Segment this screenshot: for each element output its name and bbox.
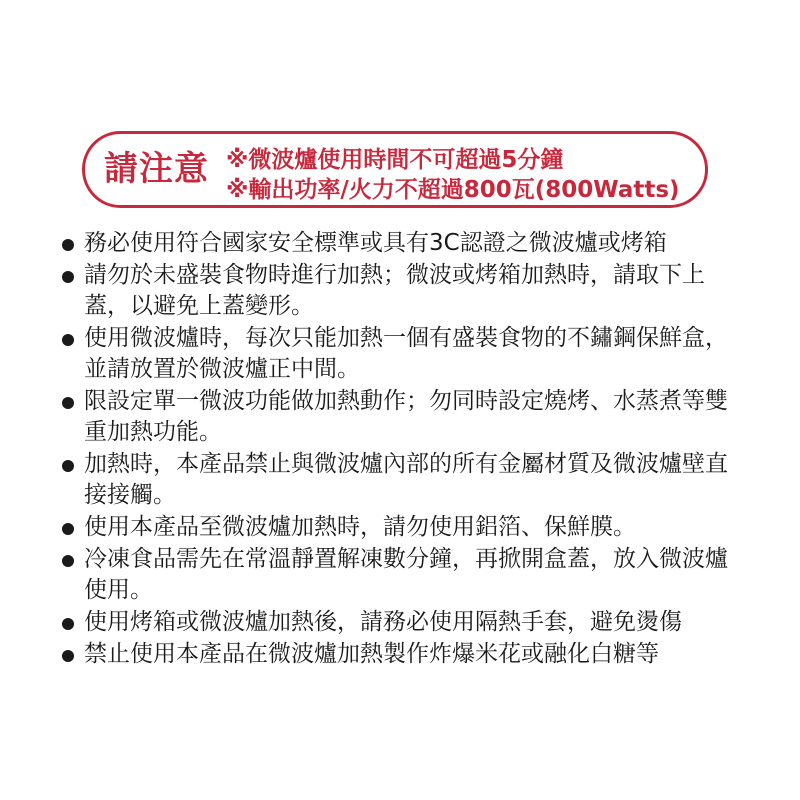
bullet-icon (62, 618, 74, 630)
list-item (60, 386, 740, 448)
list-item-text: 使用烤箱或微波爐加熱後，請務必使用隔熱手套，避免燙傷 (84, 609, 682, 635)
list-item (60, 607, 740, 638)
bullet-icon (62, 523, 74, 535)
list-item-text: 禁止使用本產品在微波爐加熱製作炸爆米花或融化白糖等 (84, 641, 659, 667)
bullet-icon (62, 239, 74, 251)
list-item-text: 使用微波爐時，每次只能加熱一個有盛裝食物的不鏽鋼保鮮盒，並請放置於微波爐正中間。 (84, 325, 728, 382)
list-item (60, 260, 740, 322)
list-item (60, 323, 740, 385)
bullet-icon (62, 555, 74, 567)
list-item-text: 限設定單一微波功能做加熱動作；勿同時設定燒烤、水蒸煮等雙重加熱功能。 (84, 388, 728, 445)
bullet-icon (62, 334, 74, 346)
list-item (60, 512, 740, 543)
list-item-text: 請勿於未盛裝食物時進行加熱；微波或烤箱加熱時，請取下上蓋，以避免上蓋變形。 (84, 262, 705, 319)
list-item-text: 冷凍食品需先在常溫靜置解凍數分鐘，再掀開盒蓋，放入微波爐使用。 (84, 546, 728, 603)
bullet-icon (62, 650, 74, 662)
notice-title: 請注意 (104, 149, 209, 189)
list-item (60, 639, 740, 670)
notice-line-time-limit: ※微波爐使用時間不可超過5分鐘 (226, 147, 564, 173)
list-item (60, 449, 740, 511)
bullet-icon (62, 271, 74, 283)
list-item (60, 544, 740, 606)
notice-line-power-limit: ※輸出功率/火力不超過800瓦(800Watts) (226, 177, 680, 203)
list-item-text: 加熱時，本產品禁止與微波爐內部的所有金屬材質及微波爐壁直接接觸。 (84, 451, 728, 508)
bullet-icon (62, 397, 74, 409)
list-item-text: 使用本產品至微波爐加熱時，請勿使用鋁箔、保鮮膜。 (84, 514, 636, 540)
list-item-text: 務必使用符合國家安全標準或具有3C認證之微波爐或烤箱 (84, 230, 667, 256)
bullet-icon (62, 460, 74, 472)
list-item (60, 228, 740, 259)
notice-lines (226, 145, 680, 205)
warning-list (60, 228, 740, 671)
